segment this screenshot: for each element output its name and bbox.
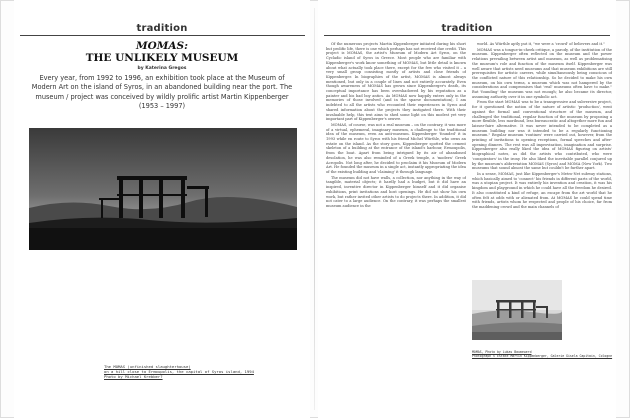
headline-line-2: THE UNLIKELY MUSEUM: [85, 52, 239, 64]
caption-line: Photograph © Estate Martin Kippenberger, Galerie Gisela Capitain, Cologne: [472, 354, 613, 359]
secondary-photo-ruin: [472, 280, 562, 340]
body-paragraph: world. As Würthle aptly put it, "we were a 'crowd' of believers and it.": [477, 42, 605, 46]
lede-paragraph: Every year, from 1992 to 1996, an exhibition took place at the Museum of Modern Art on the island of Syros, in an abandoned building near the port. The museum / project was conceived by wildly prolific artist Martin Kippenberger (1953 – 1997): [31, 74, 293, 111]
body-paragraph: From the start MOMAS was to be a transgressive and subversive project, for it questioned the notion of the nature of artistic 'production', went against the formal and conventional structure of the museum, and challenged the traditional, regular function of the museum by proposing a more flexible, less moribund, less bureaucratic and altogether more fun and laissez-faire alternative. It was never intended to be completed as a museum building nor was it intended to be a regularly functioning museum." Regular museum 'routines' were carried out, however, from the printing of invitations to opening receptions, formal speeches and after-opening dinners. The rest was all improvisation, imagination and surprise. Kippenberger also really liked the idea of MOMAS figuring on artists' biographical notes, as did the artists who contributed, who were 'conspirators' in the irony. He also liked the inevitable parallel conjured up by the museum's abbreviation MOMAS (Syros) and MOMA (New York). Two museums that sound almost the same but couldn't be further apart.: [472, 100, 612, 171]
section-label: tradition: [441, 23, 493, 34]
body-column-1: [326, 42, 466, 400]
right-page: [318, 0, 616, 418]
section-label: tradition: [136, 23, 188, 34]
body-paragraph: The museum did not have walls, a collection, nor anything in the way of tangible, material objects; it hardly had a budget, but it did have an inspired, inventive director in Kippenberger himself and it did organise exhibitions, print invitations and host openings. He did not show his own work, but rather invited other artists to do projects there. In addition, it did not cater to a large audience. On the contrary, it was perhaps the smallest museum audience in the: [326, 175, 466, 208]
caption-line: Photo by Michael Krebber?: [104, 374, 163, 379]
secondary-photo-caption: [472, 350, 612, 359]
body-paragraph: In a sense, MOMAS, just like Kippenberger's Metro-Net subway stations, which basically aimed to 'connect' his friends in different parts of the world, was a utopian project. It was entirely his invention and creation, it was his kingdom and playground in which he could have all the freedom he desired. It also constituted a kind of refuge, an escape from the art world that he often felt at odds with or alienated from. At MOMAS he could spend time with friends, artists whom he respected and people of his choice, far from the maddening crowd and the main channels of: [472, 171, 612, 209]
caption-line: The MOMAS (unfinished slaughterhouse): [104, 364, 191, 369]
byline: by Katerina Gregos: [137, 66, 187, 71]
left-page: [14, 0, 310, 418]
caption-line: MOMAS, Photo by Lukas Baumewerd: [472, 350, 532, 354]
page-gutter: [314, 8, 315, 410]
section-rule: [324, 35, 610, 36]
article-headline: [14, 40, 310, 64]
caption-line: on a hill close to Ermoupolis, the capital of Syros island, 1994: [104, 369, 254, 374]
body-paragraph: MOMAS, of course, was not a real museum – on the contrary, it was more of a virtual, ephemeral, imaginary museum, a challenge to the traditional idea of the museum, even an anti-museum. Kippenberger 'founded' it in 1993 while en route to Syros with his friend Michel Würthle, who owns an estate on the island. As the story goes, Kippenberger spotted the cement skeleton of a building at the entrance of the island's harbour, Ermoupolis, from the boat. Apart from being intrigued by its air of abandoned desolation, he was also reminded of a Greek temple, a 'modern' Greek Acropolis. Not long after, he decided to proclaim it his Museum of Modern Art. He founded the museum in a single act, instantly appropriating the idea of the existing building and 'claiming' it through language.: [326, 122, 466, 174]
body-paragraph: Of the numerous projects Martin Kippenberger initiated during his short but prolific life, there is one which perhaps has not received due credit. This project is MOMAS, the artist's Museum of Modern Art Syros, on the Cycladic island of Syros in Greece. Most people who are familiar with Kippenberger's work know something of MOMAS, but little detail is known about what actually took place there, except for the few who visited it – a very small group consisting mostly of artists and close friends of Kippenberger. In biographies of the artist, MOMAS is almost always mentioned, but only in a couple of lines and not entirely accurately. Even though awareness of MOMAS has grown since Kippenberger's death, its conceptual importance has been overshadowed by his reputation as a painter and his bad boy antics. As MOMAS now happily enters only in the memories of those involved (and in the sparse documentation), I am indebted to all the artists who recounted their experiences in Syros and shared information about the projects they instigated there. With their invaluable help, this text aims to shed some light on this modest yet very important part of Kippenberger's oeuvre.: [326, 42, 466, 122]
body-column-2: [472, 42, 612, 256]
main-photo-caption: [104, 364, 254, 379]
main-photo-ruin-at-dusk: [29, 128, 297, 250]
headline-line-1: MOMAS:: [136, 40, 188, 52]
section-rule: [20, 35, 305, 36]
body-paragraph: MOMAS was a tongue-in-cheek critique, a parody, of the institution of the museum. Kippenberger often reflected on the museum and the power relations prevailing between artist and museum, as well as problematising the museum's role and function of the museum itself. Kippenberger was well aware that artists need museums and that museum exhibitions are still prerequisites for artistic careers, while simultaneously being conscious of the conflicted nature of this relationship. So he decided to make his own museum, on his own terms, a museum which was not hampered by the considerations and compromises that 'real' museums often have to make." But 'founding' the museum was not enough; he also became its director, assuming authority over it in one symbolic act.: [472, 47, 612, 99]
